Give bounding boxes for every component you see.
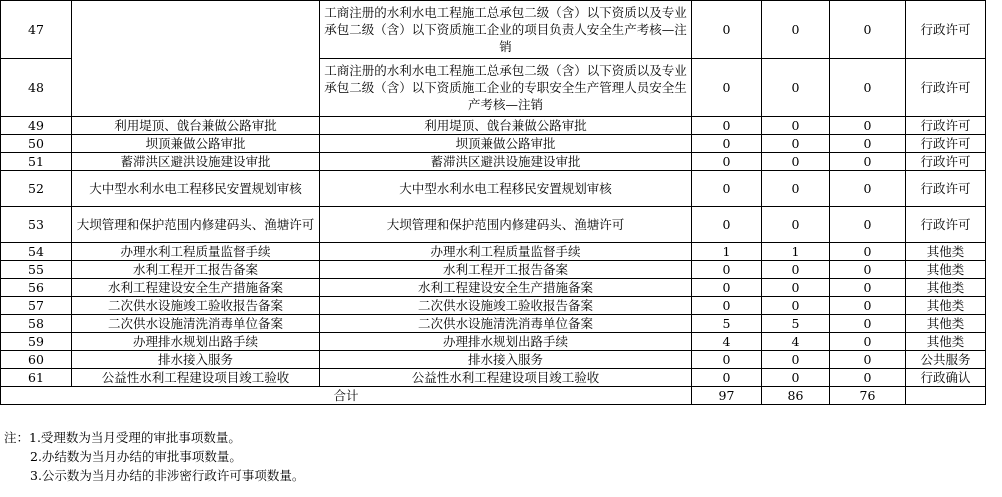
received-count: 1 bbox=[692, 243, 762, 261]
item-name bbox=[72, 1, 320, 117]
item-type: 行政确认 bbox=[906, 369, 986, 387]
item-name: 大坝管理和保护范围内修建码头、渔塘许可 bbox=[72, 207, 320, 243]
completed-count: 0 bbox=[762, 261, 830, 279]
item-type: 行政许可 bbox=[906, 117, 986, 135]
completed-count: 4 bbox=[762, 333, 830, 351]
sub-item-name: 水利工程建设安全生产措施备案 bbox=[320, 279, 692, 297]
item-type: 行政许可 bbox=[906, 171, 986, 207]
received-count: 0 bbox=[692, 153, 762, 171]
table-row bbox=[1, 1, 986, 59]
table-row bbox=[1, 315, 986, 333]
row-number: 52 bbox=[1, 171, 72, 207]
footnotes bbox=[4, 428, 304, 485]
completed-count: 5 bbox=[762, 315, 830, 333]
table-row bbox=[1, 297, 986, 315]
table-row bbox=[1, 351, 986, 369]
item-type: 其他类 bbox=[906, 297, 986, 315]
total-done: 86 bbox=[762, 387, 830, 405]
total-type bbox=[906, 387, 986, 405]
item-name: 排水接入服务 bbox=[72, 351, 320, 369]
item-type: 其他类 bbox=[906, 333, 986, 351]
completed-count: 1 bbox=[762, 243, 830, 261]
table-row bbox=[1, 333, 986, 351]
sub-item-name: 二次供水设施清洗消毒单位备案 bbox=[320, 315, 692, 333]
published-count: 0 bbox=[830, 351, 906, 369]
item-name: 大中型水利水电工程移民安置规划审核 bbox=[72, 171, 320, 207]
table-row bbox=[1, 279, 986, 297]
received-count: 5 bbox=[692, 315, 762, 333]
table-body bbox=[1, 1, 986, 387]
published-count: 0 bbox=[830, 59, 906, 117]
received-count: 0 bbox=[692, 1, 762, 59]
item-type: 行政许可 bbox=[906, 135, 986, 153]
row-number: 47 bbox=[1, 1, 72, 59]
item-type: 行政许可 bbox=[906, 1, 986, 59]
received-count: 0 bbox=[692, 59, 762, 117]
sub-item-name: 大中型水利水电工程移民安置规划审核 bbox=[320, 171, 692, 207]
sub-item-name: 大坝管理和保护范围内修建码头、渔塘许可 bbox=[320, 207, 692, 243]
row-number: 54 bbox=[1, 243, 72, 261]
row-number: 48 bbox=[1, 59, 72, 117]
table-row bbox=[1, 117, 986, 135]
table-row bbox=[1, 261, 986, 279]
sub-item-name: 办理水利工程质量监督手续 bbox=[320, 243, 692, 261]
sub-item-name: 坝顶兼做公路审批 bbox=[320, 135, 692, 153]
table-row bbox=[1, 207, 986, 243]
published-count: 0 bbox=[830, 369, 906, 387]
note-2: 2.办结数为当月办结的审批事项数量。 bbox=[30, 449, 242, 464]
received-count: 0 bbox=[692, 351, 762, 369]
item-type: 行政许可 bbox=[906, 59, 986, 117]
published-count: 0 bbox=[830, 297, 906, 315]
row-number: 49 bbox=[1, 117, 72, 135]
item-name: 水利工程建设安全生产措施备案 bbox=[72, 279, 320, 297]
received-count: 0 bbox=[692, 297, 762, 315]
table-row bbox=[1, 153, 986, 171]
published-count: 0 bbox=[830, 1, 906, 59]
item-name: 办理排水规划出路手续 bbox=[72, 333, 320, 351]
item-type: 公共服务 bbox=[906, 351, 986, 369]
item-name: 公益性水利工程建设项目竣工验收 bbox=[72, 369, 320, 387]
note-3: 3.公示数为当月办结的非涉密行政许可事项数量。 bbox=[30, 468, 305, 483]
completed-count: 0 bbox=[762, 1, 830, 59]
row-number: 57 bbox=[1, 297, 72, 315]
table-row bbox=[1, 135, 986, 153]
total-received: 97 bbox=[692, 387, 762, 405]
item-name: 办理水利工程质量监督手续 bbox=[72, 243, 320, 261]
item-name: 二次供水设施清洗消毒单位备案 bbox=[72, 315, 320, 333]
table-row bbox=[1, 369, 986, 387]
published-count: 0 bbox=[830, 135, 906, 153]
item-type: 其他类 bbox=[906, 315, 986, 333]
published-count: 0 bbox=[830, 117, 906, 135]
item-name: 坝顶兼做公路审批 bbox=[72, 135, 320, 153]
received-count: 0 bbox=[692, 135, 762, 153]
row-number: 51 bbox=[1, 153, 72, 171]
row-number: 58 bbox=[1, 315, 72, 333]
published-count: 0 bbox=[830, 315, 906, 333]
received-count: 0 bbox=[692, 207, 762, 243]
item-type: 其他类 bbox=[906, 261, 986, 279]
completed-count: 0 bbox=[762, 207, 830, 243]
item-type: 行政许可 bbox=[906, 207, 986, 243]
row-number: 53 bbox=[1, 207, 72, 243]
published-count: 0 bbox=[830, 153, 906, 171]
completed-count: 0 bbox=[762, 117, 830, 135]
item-name: 水利工程开工报告备案 bbox=[72, 261, 320, 279]
completed-count: 0 bbox=[762, 279, 830, 297]
completed-count: 0 bbox=[762, 135, 830, 153]
received-count: 4 bbox=[692, 333, 762, 351]
note-1: 注：1.受理数为当月受理的审批事项数量。 bbox=[4, 430, 241, 445]
sub-item-name: 水利工程开工报告备案 bbox=[320, 261, 692, 279]
received-count: 0 bbox=[692, 261, 762, 279]
completed-count: 0 bbox=[762, 369, 830, 387]
row-number: 50 bbox=[1, 135, 72, 153]
published-count: 0 bbox=[830, 207, 906, 243]
completed-count: 0 bbox=[762, 351, 830, 369]
completed-count: 0 bbox=[762, 297, 830, 315]
sub-item-name: 利用堤顶、戗台兼做公路审批 bbox=[320, 117, 692, 135]
sub-item-name: 排水接入服务 bbox=[320, 351, 692, 369]
table-row bbox=[1, 243, 986, 261]
received-count: 0 bbox=[692, 117, 762, 135]
total-published: 76 bbox=[830, 387, 906, 405]
row-number: 55 bbox=[1, 261, 72, 279]
published-count: 0 bbox=[830, 171, 906, 207]
item-name: 二次供水设施竣工验收报告备案 bbox=[72, 297, 320, 315]
row-number: 60 bbox=[1, 351, 72, 369]
total-label: 合计 bbox=[1, 387, 692, 405]
completed-count: 0 bbox=[762, 171, 830, 207]
published-count: 0 bbox=[830, 333, 906, 351]
row-number: 56 bbox=[1, 279, 72, 297]
received-count: 0 bbox=[692, 279, 762, 297]
sub-item-name: 蓄滞洪区避洪设施建设审批 bbox=[320, 153, 692, 171]
sub-item-name: 办理排水规划出路手续 bbox=[320, 333, 692, 351]
sub-item-name: 工商注册的水利水电工程施工总承包二级（含）以下资质以及专业承包二级（含）以下资质施工企业的专职安全生产管理人员安全生产考核—注销 bbox=[320, 59, 692, 117]
received-count: 0 bbox=[692, 171, 762, 207]
item-name: 利用堤顶、戗台兼做公路审批 bbox=[72, 117, 320, 135]
total-row bbox=[1, 387, 986, 405]
published-count: 0 bbox=[830, 243, 906, 261]
received-count: 0 bbox=[692, 369, 762, 387]
sub-item-name: 工商注册的水利水电工程施工总承包二级（含）以下资质以及专业承包二级（含）以下资质施工企业的项目负责人安全生产考核—注销 bbox=[320, 1, 692, 59]
item-type: 其他类 bbox=[906, 279, 986, 297]
published-count: 0 bbox=[830, 279, 906, 297]
published-count: 0 bbox=[830, 261, 906, 279]
item-type: 其他类 bbox=[906, 243, 986, 261]
item-type: 行政许可 bbox=[906, 153, 986, 171]
completed-count: 0 bbox=[762, 153, 830, 171]
completed-count: 0 bbox=[762, 59, 830, 117]
row-number: 61 bbox=[1, 369, 72, 387]
item-name: 蓄滞洪区避洪设施建设审批 bbox=[72, 153, 320, 171]
sub-item-name: 二次供水设施竣工验收报告备案 bbox=[320, 297, 692, 315]
row-number: 59 bbox=[1, 333, 72, 351]
sub-item-name: 公益性水利工程建设项目竣工验收 bbox=[320, 369, 692, 387]
table-row bbox=[1, 171, 986, 207]
